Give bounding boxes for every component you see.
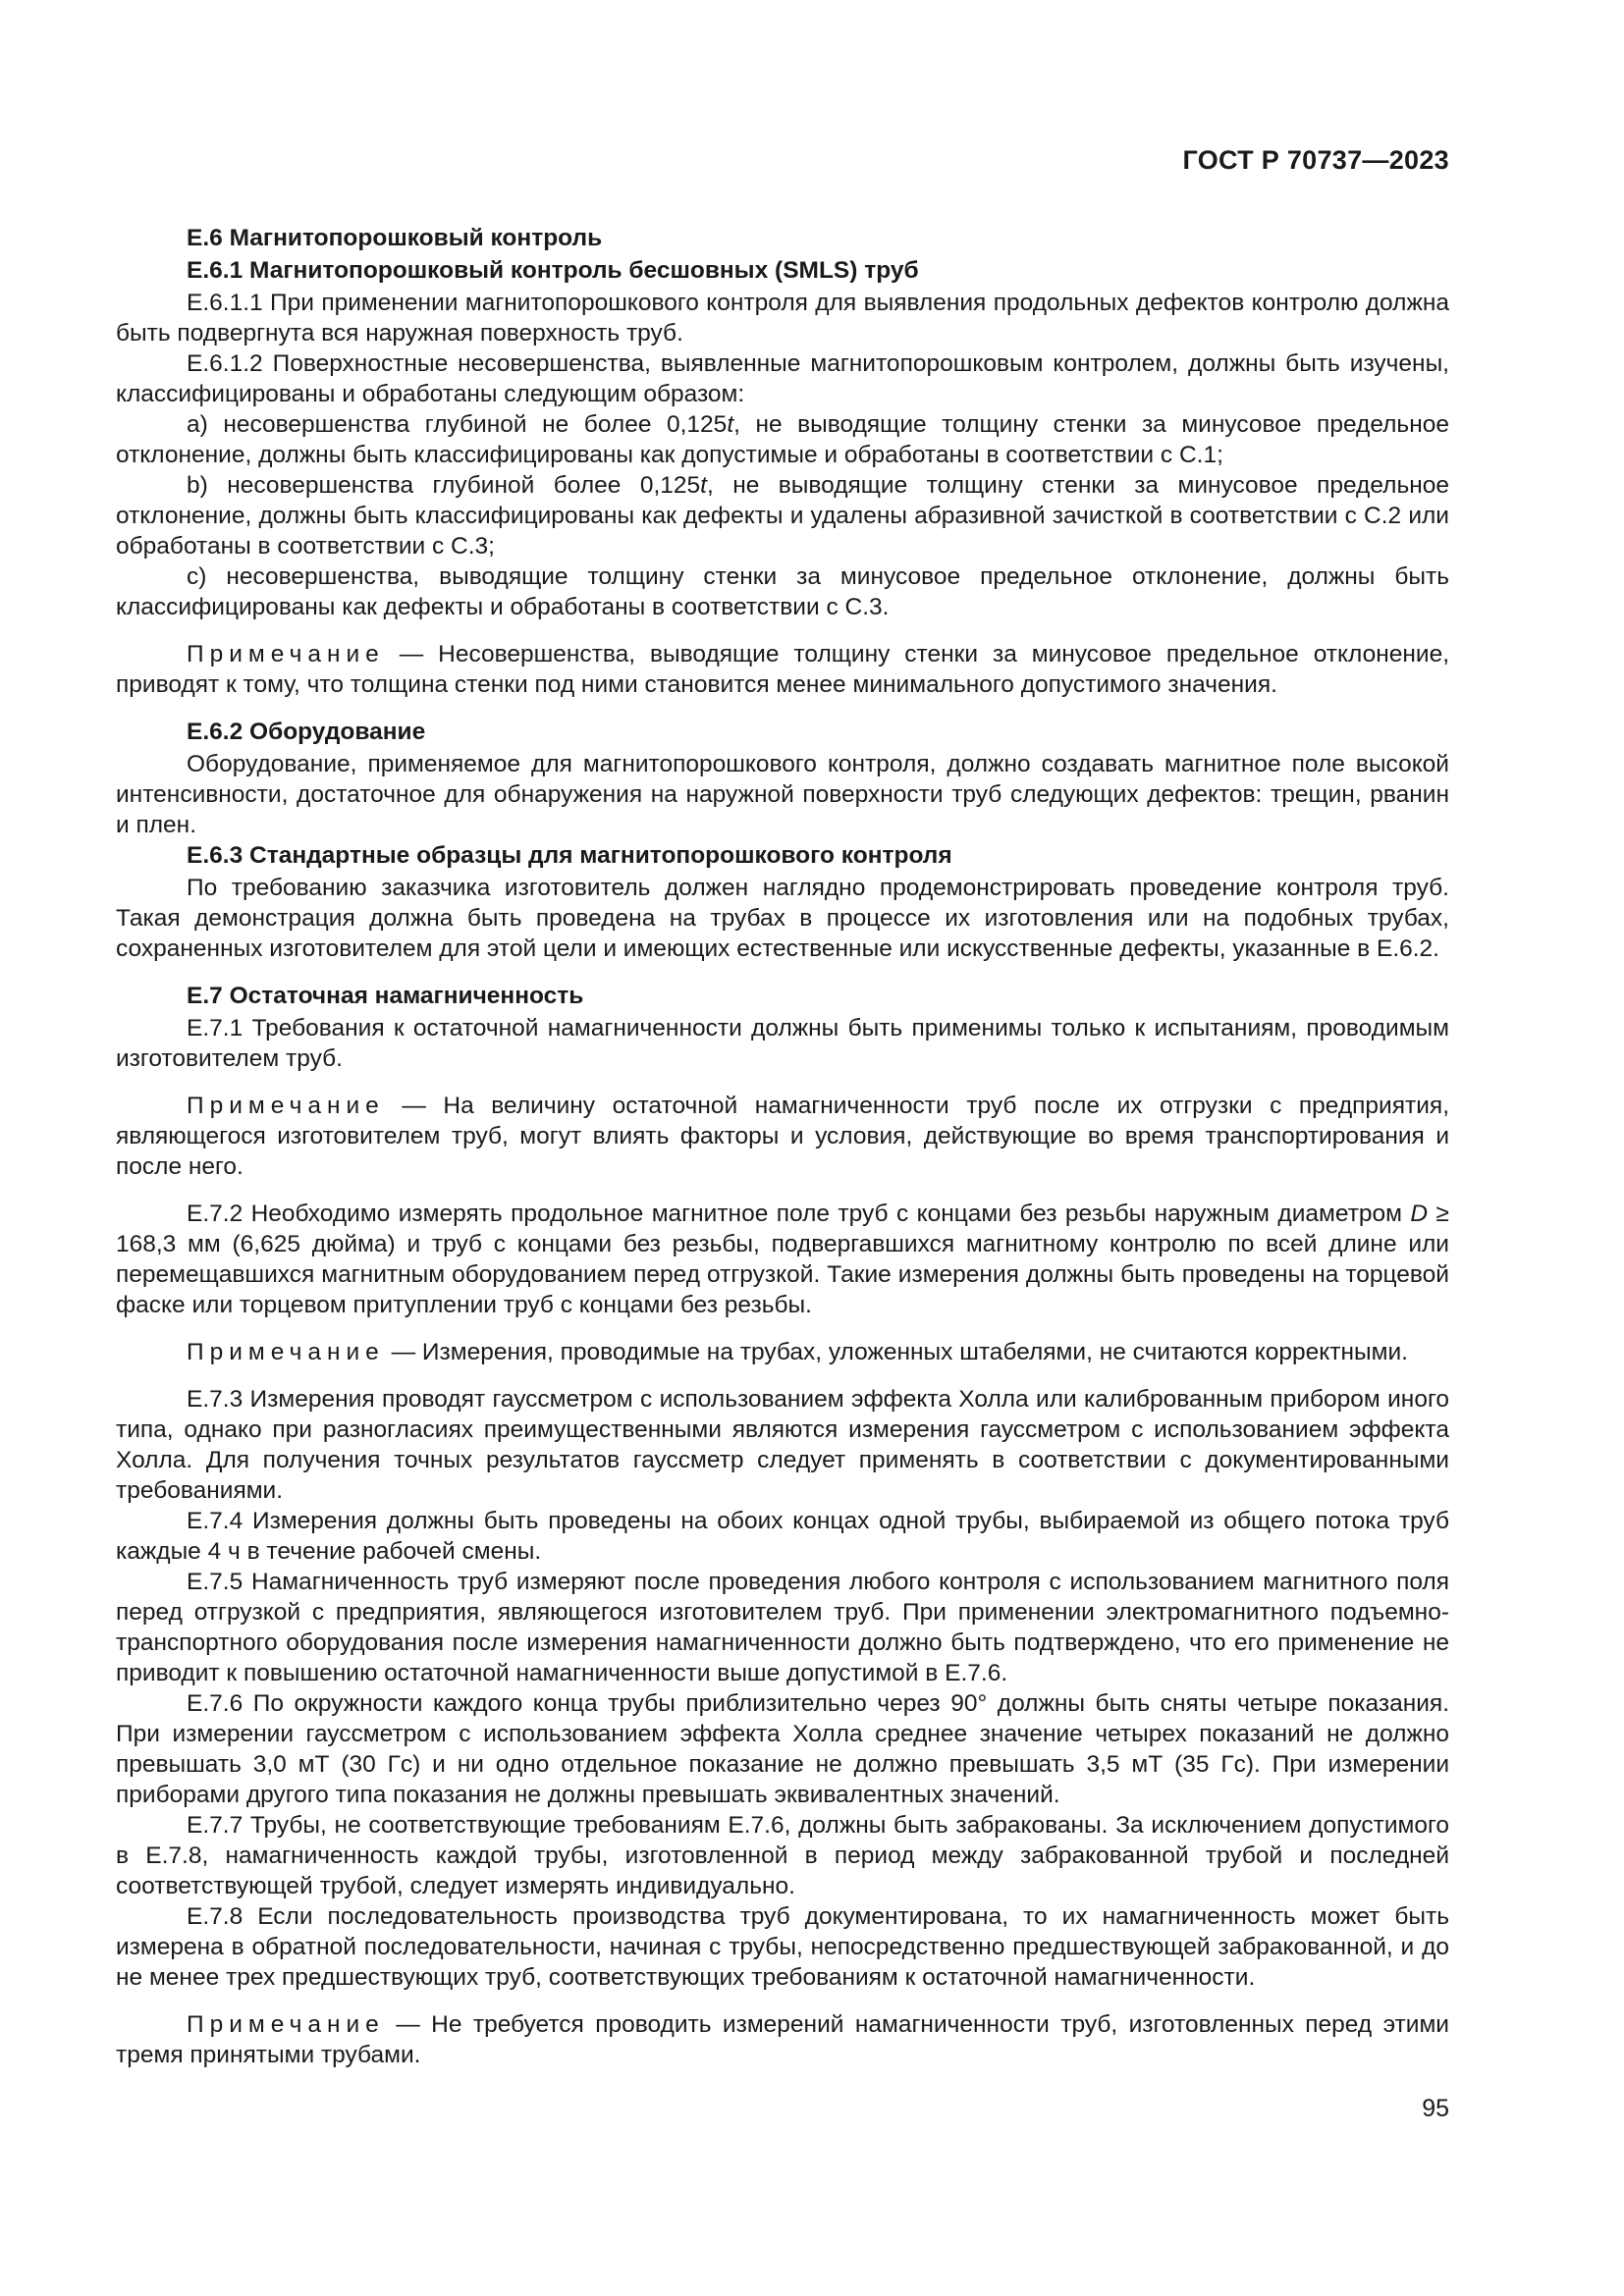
note-1-text: — Несовершенства, выводящие толщину стенки за минусовое предельное отклонение, приводят к тому, что толщина стенки под ними становится менее минимального допустимого значения. (116, 641, 1449, 698)
section-heading-e7: Е.7 Остаточная намагниченность (187, 983, 584, 1009)
section-heading-e6: Е.6 Магнитопорошковый контроль (187, 225, 603, 251)
paragraph-e72 (116, 1199, 1449, 1320)
paragraph-e611: Е.6.1.1 При применении магнитопорошкового контроля для выявления продольных дефектов контролю должна быть подвергнута вся наружная поверхность труб. (116, 290, 1449, 347)
section-heading-e63: Е.6.3 Стандартные образцы для магнитопорошкового контроля (187, 842, 952, 869)
list-item-b-text-end: , не выводящие толщину стенки за минусовое предельное отклонение, должны быть классифицированы как дефекты и удалены абразивной зачисткой в соответствии с С.2 или обработаны в соответствии с С.3; (116, 472, 1449, 560)
paragraph-e77: Е.7.7 Трубы, не соответствующие требованиям Е.7.6, должны быть забракованы. За исключением допустимого в Е.7.8, намагниченность каждой трубы, изготовленной в период между забракованной трубой и последней соответствующей трубой, следует измерять индивидуально. (116, 1812, 1449, 1899)
list-item-b-text: b) несовершенства глубиной более 0,125 (187, 472, 701, 499)
document-body (116, 223, 1449, 2070)
note-label: Примечание (187, 1093, 385, 1119)
note-4 (116, 2009, 1449, 2070)
document-header: ГОСТ Р 70737—2023 (1182, 145, 1449, 175)
note-2-text: — На величину остаточной намагниченности труб после их отгрузки с предприятия, являющегося изготовителем труб, могут влиять факторы и условия, действующие во время транспортирования и после него. (116, 1093, 1449, 1180)
list-item-c: с) несовершенства, выводящие толщину стенки за минусовое предельное отклонение, должны быть классифицированы как дефекты и обработаны в соответствии с С.3. (116, 563, 1449, 620)
note-label: Примечание (187, 1339, 385, 1365)
paragraph-e73: Е.7.3 Измерения проводят гауссметром с использованием эффекта Холла или калиброванным прибором иного типа, однако при разногласиях преимущественными являются измерения гауссметром с использованием эффекта Холла. Для получения точных результатов гауссметр следует применять в соответствии с документированными требованиями. (116, 1386, 1449, 1504)
paragraph-e71: Е.7.1 Требования к остаточной намагниченности должны быть применимы только к испытаниям, проводимым изготовителем труб. (116, 1015, 1449, 1072)
paragraph-e72-text: Е.7.2 Необходимо измерять продольное магнитное поле труб с концами без резьбы наружным диаметром (187, 1201, 1411, 1227)
note-2 (116, 1091, 1449, 1182)
paragraph-e75: Е.7.5 Намагниченность труб измеряют после проведения любого контроля с использованием магнитного поля перед отгрузкой с предприятия, являющегося изготовителем труб. При применении электромагнитного подъемно-транспортного оборудования после измерения намагниченности должно быть подтверждено, что его применение не приводит к повышению остаточной намагниченности выше допустимой в Е.7.6. (116, 1569, 1449, 1686)
list-item-a-text: а) несовершенства глубиной не более 0,125 (187, 411, 728, 438)
paragraph-e612: Е.6.1.2 Поверхностные несовершенства, выявленные магнитопорошковым контролем, должны быть изучены, классифицированы и обработаны следующим образом: (116, 350, 1449, 407)
paragraph-e76: Е.7.6 По окружности каждого конца трубы приблизительно через 90° должны быть сняты четыре показания. При измерении гауссметром с использованием эффекта Холла среднее значение четырех показаний не должно превышать 3,0 мТ (30 Гс) и ни одно отдельное показание не должно превышать 3,5 мТ (35 Гс). При измерении приборами другого типа показания не должны превышать эквивалентных значений. (116, 1690, 1449, 1808)
note-label: Примечание (187, 2011, 385, 2038)
section-heading-e61: Е.6.1 Магнитопорошковый контроль бесшовных (SMLS) труб (187, 257, 919, 284)
note-label: Примечание (187, 641, 385, 667)
variable-d: D (1410, 1201, 1429, 1227)
note-4-text: — Не требуется проводить измерений намагниченности труб, изготовленных перед этими тремя принятыми трубами. (116, 2011, 1449, 2068)
list-item-b (116, 470, 1449, 561)
page-number: 95 (1422, 2095, 1449, 2122)
list-item-a-text-end: , не выводящие толщину стенки за минусовое предельное отклонение, должны быть классифицированы как допустимые и обработаны в соответствии с С.1; (116, 411, 1449, 468)
paragraph-e62: Оборудование, применяемое для магнитопорошкового контроля, должно создавать магнитное поле высокой интенсивности, достаточное для обнаружения на наружной поверхности труб следующих дефектов: трещин, рванин и плен. (116, 751, 1449, 838)
variable-t: t (700, 472, 707, 499)
note-3 (116, 1337, 1449, 1367)
note-3-text: — Измерения, проводимые на трубах, уложенных штабелями, не считаются корректными. (384, 1339, 1408, 1365)
section-heading-e62: Е.6.2 Оборудование (187, 719, 426, 745)
paragraph-e74: Е.7.4 Измерения должны быть проведены на обоих концах одной трубы, выбираемой из общего потока труб каждые 4 ч в течение рабочей смены. (116, 1508, 1449, 1565)
variable-t: t (727, 411, 734, 438)
paragraph-e72-text-end: ≥ 168,3 мм (6,625 дюйма) и труб с концами без резьбы, подвергавшихся магнитному контролю по всей длине или перемещавшихся магнитным оборудованием перед отгрузкой. Такие измерения должны быть проведены на торцевой фаске или торцевом притуплении труб с концами без резьбы. (116, 1201, 1449, 1318)
note-1 (116, 639, 1449, 700)
paragraph-e63: По требованию заказчика изготовитель должен наглядно продемонстрировать проведение контроля труб. Такая демонстрация должна быть проведена на трубах в процессе их изготовления или на подобных трубах, сохраненных изготовителем для этой цели и имеющих естественные или искусственные дефекты, указанные в Е.6.2. (116, 875, 1449, 962)
list-item-a (116, 409, 1449, 470)
paragraph-e78: Е.7.8 Если последовательность производства труб документирована, то их намагниченность может быть измерена в обратной последовательности, начиная с трубы, непосредственно предшествующей забракованной, и до не менее трех предшествующих труб, соответствующих требованиям к остаточной намагниченности. (116, 1903, 1449, 1991)
